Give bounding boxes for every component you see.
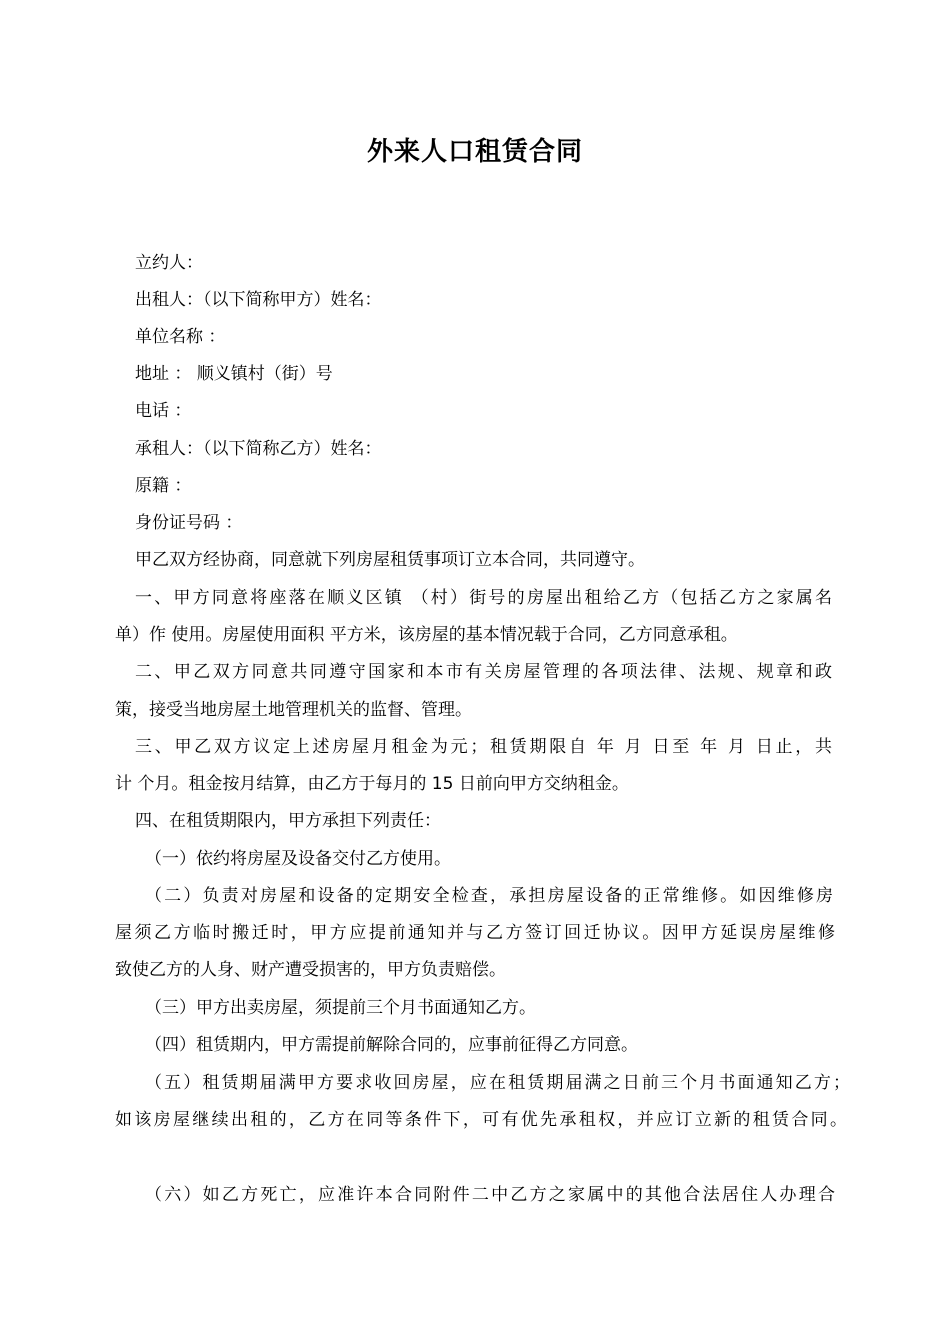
field-contract-party: 立约人： <box>135 253 203 273</box>
clause-line: （六）如乙方死亡，应准许本合同附件二中乙方之家属中的其他合法居住人办理合 <box>145 1185 835 1205</box>
field-phone: 电话 ： <box>135 401 192 421</box>
paragraph-line: 策，接受当地房屋土地管理机关的监督、管理。 <box>115 700 472 720</box>
section-heading: 四、在租赁期限内，甲方承担下列责任： <box>135 811 441 831</box>
paragraph-line: 三、甲乙双方议定上述房屋月租金为元；租赁期限自 年 月 日至 年 月 日止，共 <box>135 737 832 757</box>
paragraph-line: 计 个月。租金按月结算，由乙方于每月的 15 日前向甲方交纳租金。 <box>115 774 629 794</box>
paragraph-line: 单）作 使用。房屋使用面积 平方米，该房屋的基本情况载于合同，乙方同意承租。 <box>115 625 738 645</box>
field-address: 地址 ： 顺义镇村（街）号 <box>135 364 333 384</box>
clause-line: 如该房屋继续出租的，乙方在同等条件下，可有优先承租权，并应订立新的租赁合同。 <box>115 1110 847 1130</box>
clause-line: （四）租赁期内，甲方需提前解除合同的，应事前征得乙方同意。 <box>145 1035 638 1055</box>
clause-line: （三）甲方出卖房屋，须提前三个月书面通知乙方。 <box>145 998 536 1018</box>
clause-line: 屋须乙方临时搬迁时，甲方应提前通知并与乙方签订回迁协议。因甲方延误房屋维修 <box>115 923 835 943</box>
paragraph-preamble: 甲乙双方经协商，同意就下列房屋租赁事项订立本合同，共同遵守。 <box>135 550 645 570</box>
field-origin: 原籍 ： <box>135 476 192 496</box>
clause-line: 致使乙方的人身、财产遭受损害的，甲方负责赔偿。 <box>115 960 506 980</box>
field-lessor-name: 出租人：（以下简称甲方）姓名： <box>135 290 382 310</box>
document-title: 外来人口租赁合同 <box>366 137 583 167</box>
field-id-number: 身份证号码 ： <box>135 513 243 533</box>
field-unit-name: 单位名称 ： <box>135 327 226 347</box>
clause-line: （五）租赁期届满甲方要求收回房屋，应在租赁期届满之日前三个月书面通知乙方； <box>145 1073 850 1093</box>
clause-line: （一）依约将房屋及设备交付乙方使用。 <box>145 849 451 869</box>
paragraph-line: 二、甲乙双方同意共同遵守国家和本市有关房屋管理的各项法律、法规、规章和政 <box>135 662 832 682</box>
paragraph-line: 一、甲方同意将座落在顺义区镇 （村）街号的房屋出租给乙方（包括乙方之家属名 <box>135 588 832 608</box>
field-lessee-name: 承租人：（以下简称乙方）姓名： <box>135 439 382 459</box>
clause-line: （二）负责对房屋和设备的定期安全检查，承担房屋设备的正常维修。如因维修房 <box>145 886 833 906</box>
